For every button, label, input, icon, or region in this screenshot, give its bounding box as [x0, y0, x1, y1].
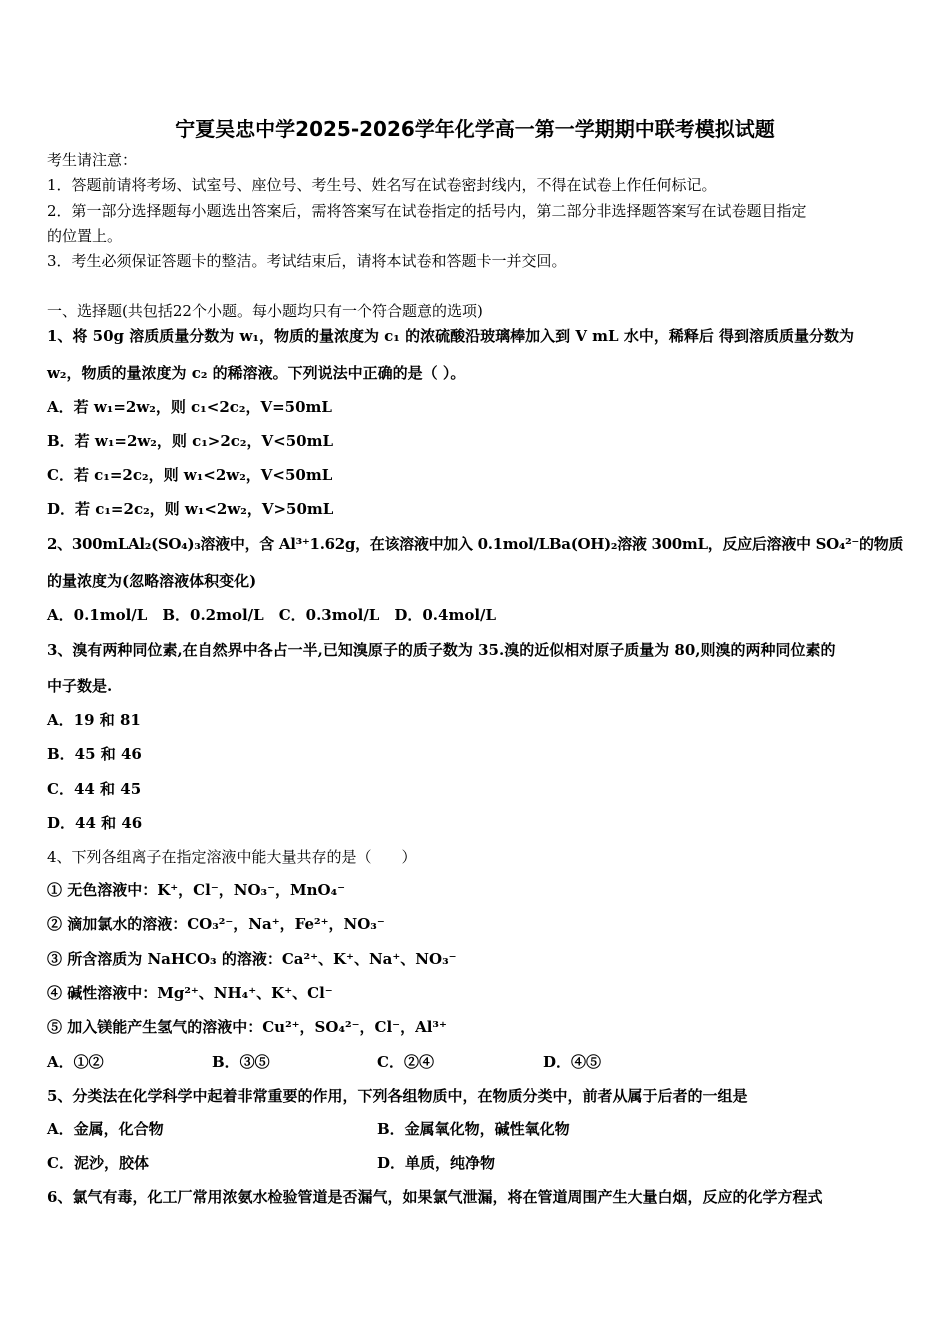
- q4-option-c: C．②④: [377, 1053, 434, 1071]
- q3-option-b: B．45 和 46: [47, 745, 142, 763]
- q4-item: ⑤ 加入镁能产生氢气的溶液中：Cu²⁺，SO₄²⁻，Cl⁻，Al³⁺: [47, 1018, 447, 1036]
- q5-option-c: C．泥沙，胶体: [47, 1154, 149, 1172]
- page-title: 宁夏吴忠中学2025-2026学年化学高一第一学期期中联考模拟试题: [175, 117, 775, 141]
- q4-item: ② 滴加氯水的溶液：CO₃²⁻，Na⁺，Fe²⁺，NO₃⁻: [47, 915, 385, 933]
- q3-stem: 中子数是.: [47, 677, 113, 695]
- q1-option-d: D．若 c₁=2c₂，则 w₁<2w₂，V>50mL: [47, 500, 334, 518]
- q1-option-b: B．若 w₁=2w₂，则 c₁>2c₂，V<50mL: [47, 432, 334, 450]
- q3-stem: 3、溴有两种同位素,在自然界中各占一半,已知溴原子的质子数为 35.溴的近似相对原子质量为 80,则溴的两种同位素的: [47, 641, 836, 659]
- q4-item: ① 无色溶液中：K⁺，Cl⁻，NO₃⁻，MnO₄⁻: [47, 881, 346, 899]
- q2-options: A．0.1mol/L B．0.2mol/L C．0.3mol/L D．0.4mol/L: [47, 606, 497, 624]
- q5-option-b: B．金属氧化物，碱性氧化物: [377, 1120, 570, 1138]
- q4-item: ③ 所含溶质为 NaHCO₃ 的溶液：Ca²⁺、K⁺、Na⁺、NO₃⁻: [47, 950, 457, 968]
- q4-item: ④ 碱性溶液中：Mg²⁺、NH₄⁺、K⁺、Cl⁻: [47, 984, 333, 1002]
- q5-option-d: D．单质，纯净物: [377, 1154, 496, 1172]
- q1-stem: w₂，物质的量浓度为 c₂ 的稀溶液。下列说法中正确的是（ ）。: [47, 364, 466, 382]
- q1-option-c: C．若 c₁=2c₂，则 w₁<2w₂，V<50mL: [47, 466, 333, 484]
- q4-stem: 4、下列各组离子在指定溶液中能大量共存的是（ ）: [47, 848, 417, 866]
- q3-option-a: A．19 和 81: [47, 711, 141, 729]
- q1-stem: 1、将 50g 溶质质量分数为 w₁，物质的量浓度为 c₁ 的浓硫酸沿玻璃棒加入到 V mL 水中，稀释后 得到溶质质量分数为: [47, 327, 855, 345]
- q4-option-d: D．④⑤: [543, 1053, 602, 1071]
- q4-option-b: B．③⑤: [212, 1053, 270, 1071]
- q4-option-a: A．①②: [47, 1053, 104, 1071]
- notice-heading: 考生请注意：: [47, 151, 138, 169]
- q6-stem: 6、氯气有毒，化工厂常用浓氨水检验管道是否漏气，如果氯气泄漏，将在管道周围产生大量白烟，反应的化学方程式: [47, 1188, 823, 1206]
- q1-option-a: A．若 w₁=2w₂，则 c₁<2c₂，V=50mL: [47, 398, 332, 416]
- section-heading: 一、选择题(共包括22个小题。每小题均只有一个符合题意的选项): [47, 302, 483, 320]
- notice-item: 2．第一部分选择题每小题选出答案后，需将答案写在试卷指定的括号内，第二部分非选择题答案写在试卷题目指定: [47, 202, 807, 220]
- q5-option-a: A．金属，化合物: [47, 1120, 164, 1138]
- notice-item: 1．答题前请将考场、试室号、座位号、考生号、姓名写在试卷密封线内，不得在试卷上作任何标记。: [47, 176, 717, 194]
- notice-item: 3．考生必须保证答题卡的整洁。考试结束后，请将本试卷和答题卡一并交回。: [47, 252, 567, 270]
- q3-option-c: C．44 和 45: [47, 780, 142, 798]
- q3-option-d: D．44 和 46: [47, 814, 143, 832]
- notice-item: 的位置上。: [47, 227, 123, 245]
- q2-stem: 2、300mLAl₂(SO₄)₃溶液中，含 Al³⁺1.62g，在该溶液中加入 0.1mol/LBa(OH)₂溶液 300mL，反应后溶液中 SO₄²⁻的物质: [47, 535, 904, 553]
- q5-stem: 5、分类法在化学科学中起着非常重要的作用，下列各组物质中，在物质分类中，前者从属于后者的一组是: [47, 1087, 748, 1105]
- q2-stem: 的量浓度为(忽略溶液体积变化): [47, 572, 257, 590]
